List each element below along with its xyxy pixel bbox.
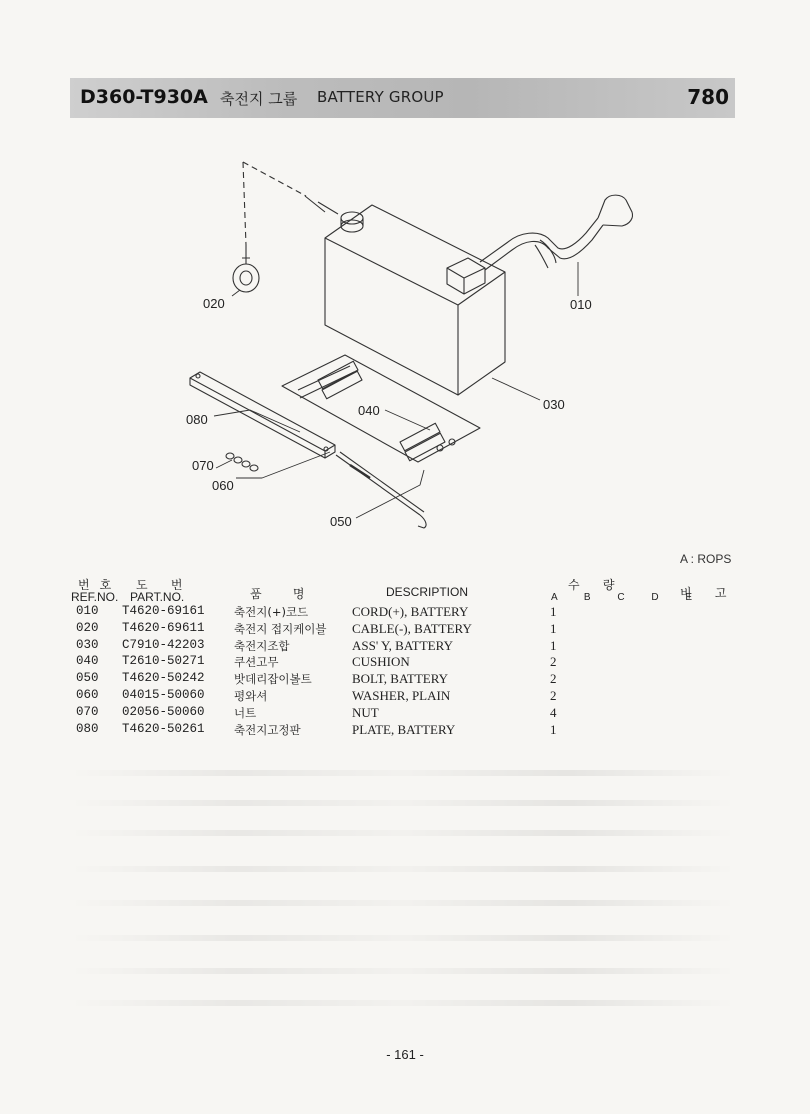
ref-no: 010: [76, 604, 99, 618]
description: CUSHION: [352, 654, 410, 670]
callout-040: 040: [358, 403, 380, 418]
part-name-ko: 너트: [234, 705, 257, 720]
bleed-through-line: [70, 830, 735, 836]
cable-ring-020: [233, 264, 259, 292]
table-row: [0, 688, 810, 705]
header-description: DESCRIPTION: [386, 585, 469, 599]
model-code: D360-T930A: [80, 86, 208, 108]
cable-route-dashed: [243, 162, 306, 245]
callout-010: 010: [570, 297, 592, 312]
callout-020: 020: [203, 296, 225, 311]
part-no: C7910-42203: [122, 637, 205, 652]
quantity: 2: [550, 671, 557, 687]
quantity: 1: [550, 721, 557, 737]
header-ref-en: REF.NO.: [71, 590, 119, 604]
bleed-through-line: [70, 770, 735, 776]
description: ASS' Y, BATTERY: [352, 637, 453, 653]
header-qty-columns: A B C D E: [551, 592, 705, 603]
ref-no: 020: [76, 620, 99, 635]
ref-no: 040: [76, 654, 99, 669]
quantity: 1: [550, 604, 557, 619]
part-name-ko: 쿠션고무: [234, 655, 279, 670]
table-row: [0, 654, 810, 671]
section-header: [70, 78, 735, 118]
description: BOLT, BATTERY: [352, 671, 449, 687]
part-name-ko: 축전지(+)코드: [234, 605, 309, 619]
table-row: [0, 604, 810, 621]
part-no: 02056-50060: [122, 704, 205, 719]
part-no: 04015-50060: [122, 687, 205, 702]
washer-nut-060-070: [226, 453, 258, 471]
part-no: T4620-50261: [122, 721, 205, 736]
quantity: 2: [550, 687, 557, 703]
parts-table: [0, 604, 810, 738]
callout-030: 030: [543, 397, 565, 412]
quantity: 4: [550, 704, 557, 720]
page-code: 780: [687, 85, 729, 109]
bleed-through-line: [70, 968, 735, 974]
header-ref-ko: 번호: [78, 578, 122, 592]
part-name-ko: 축전지조합: [234, 638, 290, 653]
bleed-through-line: [70, 900, 735, 906]
part-name-ko: 축전지 접지케이블: [234, 621, 327, 636]
group-title-en: BATTERY GROUP: [317, 88, 444, 106]
header-name-ko: 품 명: [250, 587, 319, 601]
description: WASHER, PLAIN: [352, 687, 451, 703]
group-title-ko: 축전지 그룹: [220, 90, 298, 108]
callout-060: 060: [212, 478, 234, 493]
battery-plate-080: [190, 372, 335, 458]
header-qty-ko: 수 량: [568, 578, 625, 592]
exploded-parts-diagram: [0, 130, 810, 550]
cushion-tray-040: [282, 355, 480, 462]
callout-070: 070: [192, 458, 214, 473]
description: PLATE, BATTERY: [352, 721, 456, 737]
ref-no: 060: [76, 687, 99, 702]
bleed-through-line: [70, 800, 735, 806]
page-number: - 161 -: [386, 1047, 424, 1062]
part-no: T4620-69611: [122, 620, 205, 635]
table-row: [0, 705, 810, 722]
battery-030: [325, 205, 505, 395]
table-row: [0, 638, 810, 655]
header-remark-ko: 비 고: [680, 586, 737, 600]
header-part-ko: 도 번: [136, 578, 193, 592]
ref-no: 030: [76, 637, 99, 652]
header-part-en: PART.NO.: [130, 590, 185, 604]
bleed-through-line: [70, 1000, 735, 1006]
description: NUT: [352, 704, 379, 720]
part-name-ko: 축전지고정판: [234, 722, 301, 737]
positive-cord-010: [480, 195, 633, 270]
description: CORD(+), BATTERY: [352, 604, 469, 619]
table-header: [0, 575, 810, 605]
part-no: T4620-50242: [122, 671, 205, 686]
ref-no: 050: [76, 671, 99, 686]
table-row: [0, 722, 810, 739]
bleed-through-line: [70, 866, 735, 872]
part-no: T2610-50271: [122, 654, 205, 669]
table-row: [0, 621, 810, 638]
ref-no: 070: [76, 704, 99, 719]
bleed-through-line: [70, 935, 735, 941]
callout-080: 080: [186, 412, 208, 427]
part-name-ko: 평와셔: [234, 688, 268, 703]
quantity: 1: [550, 620, 557, 636]
quantity: 1: [550, 637, 557, 653]
description: CABLE(-), BATTERY: [352, 620, 472, 636]
table-row: [0, 671, 810, 688]
callout-050: 050: [330, 514, 352, 529]
part-name-ko: 밧데리잡이볼트: [234, 672, 312, 687]
ref-no: 080: [76, 721, 99, 736]
quantity: 2: [550, 654, 557, 670]
part-no: T4620-69161: [122, 604, 205, 618]
rops-note: A : ROPS: [680, 552, 732, 566]
